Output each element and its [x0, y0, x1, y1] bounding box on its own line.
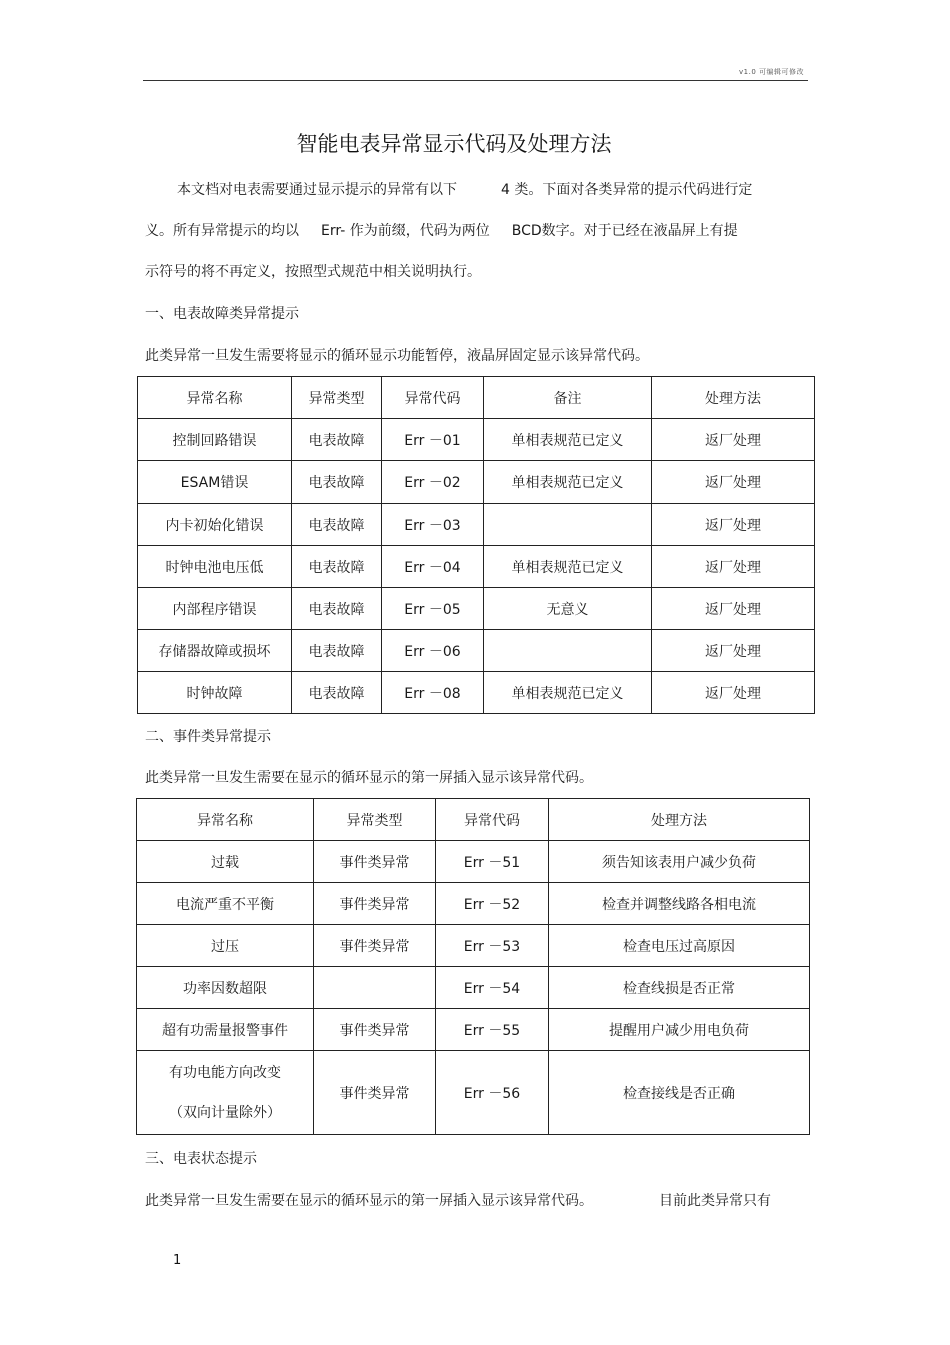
cell-name: 控制回路错误: [138, 419, 292, 461]
cell-method: 提醒用户减少用电负荷: [549, 1009, 810, 1051]
cell-name: 功率因数超限: [137, 967, 314, 1009]
section1-heading: 一、电表故障类异常提示: [145, 306, 299, 322]
header-note: v1.0 可编辑可修改: [739, 68, 804, 76]
table-row: [138, 504, 815, 546]
cell-code: Err －03: [382, 504, 484, 546]
cell-method: 检查接线是否正确: [549, 1051, 810, 1135]
intro-line-1a: 本文档对电表需要通过显示提示的异常有以下: [177, 182, 457, 198]
section2-desc: 此类异常一旦发生需要在显示的循环显示的第一屏插入显示该异常代码。: [145, 770, 593, 786]
table-row: [138, 546, 815, 588]
cell-method: 须告知该表用户减少负荷: [549, 841, 810, 883]
cell-code: Err －54: [436, 967, 549, 1009]
intro-line-1b: 4 类。下面对各类异常的提示代码进行定: [501, 182, 753, 198]
cell-note: 单相表规范已定义: [484, 461, 652, 504]
cell-code: Err －05: [382, 588, 484, 630]
table-header-row: [138, 377, 815, 419]
cell-name: 内部程序错误: [138, 588, 292, 630]
table-row: [138, 419, 815, 461]
cell-code: Err －51: [436, 841, 549, 883]
cell-note: 无意义: [484, 588, 652, 630]
page-number: 1: [173, 1253, 182, 1268]
cell-type: 事件类异常: [314, 883, 436, 925]
intro-line-2b: Err- 作为前缀，代码为两位: [321, 223, 490, 239]
cell-name: 时钟电池电压低: [138, 546, 292, 588]
cell-method: 返厂处理: [652, 672, 815, 714]
table-row: [138, 588, 815, 630]
cell-note: [484, 504, 652, 546]
cell-code: Err －56: [436, 1051, 549, 1135]
cell-name: 超有功需量报警事件: [137, 1009, 314, 1051]
cell-method: 检查线损是否正常: [549, 967, 810, 1009]
cell-method: 检查电压过高原因: [549, 925, 810, 967]
fault-table: [137, 376, 815, 714]
cell-code: Err －52: [436, 883, 549, 925]
cell-name: ESAM错误: [138, 461, 292, 504]
cell-type: 事件类异常: [314, 1051, 436, 1135]
header-cell: 备注: [484, 377, 652, 419]
cell-code: Err －06: [382, 630, 484, 672]
cell-code: Err －01: [382, 419, 484, 461]
table-row: [137, 1009, 810, 1051]
cell-name-line2: （双向计量除外）: [169, 1104, 281, 1121]
table-row: [137, 841, 810, 883]
cell-method: 返厂处理: [652, 504, 815, 546]
cell-code: Err －04: [382, 546, 484, 588]
table-row: [138, 461, 815, 504]
header-cell: 处理方法: [652, 377, 815, 419]
header-rule: [143, 80, 808, 81]
cell-method: 返厂处理: [652, 546, 815, 588]
cell-name-line1: 有功电能方向改变: [169, 1064, 281, 1081]
cell-code: Err －02: [382, 461, 484, 504]
cell-code: Err －08: [382, 672, 484, 714]
header-cell: 异常代码: [436, 799, 549, 841]
cell-method: 返厂处理: [652, 588, 815, 630]
cell-type: 电表故障: [292, 419, 382, 461]
cell-name: 内卡初始化错误: [138, 504, 292, 546]
section3-desc-b: 目前此类异常只有: [659, 1193, 771, 1209]
cell-type: [314, 967, 436, 1009]
intro-line-2c: BCD数字。对于已经在液晶屏上有提: [511, 223, 738, 239]
table-row: [138, 630, 815, 672]
header-cell: 异常类型: [314, 799, 436, 841]
cell-note: [484, 630, 652, 672]
cell-method: 返厂处理: [652, 461, 815, 504]
cell-code: Err －53: [436, 925, 549, 967]
section3-desc-a: 此类异常一旦发生需要在显示的循环显示的第一屏插入显示该异常代码。: [145, 1193, 593, 1209]
cell-name: 过载: [137, 841, 314, 883]
header-cell: 异常名称: [138, 377, 292, 419]
intro-line-1: [177, 179, 752, 199]
intro-line-3: 示符号的将不再定义，按照型式规范中相关说明执行。: [145, 264, 481, 280]
cell-note: 单相表规范已定义: [484, 672, 652, 714]
cell-code: Err －55: [436, 1009, 549, 1051]
table-row: [137, 1051, 810, 1135]
section3-desc: [145, 1190, 771, 1210]
cell-name: 存储器故障或损坏: [138, 630, 292, 672]
cell-type: 电表故障: [292, 546, 382, 588]
section3-heading: 三、电表状态提示: [145, 1151, 257, 1167]
intro-line-2a: 义。所有异常提示的均以: [145, 223, 299, 239]
table-row: [137, 967, 810, 1009]
document-title: 智能电表异常显示代码及处理方法: [296, 132, 612, 156]
header-cell: 异常类型: [292, 377, 382, 419]
cell-method: 返厂处理: [652, 419, 815, 461]
cell-note: 单相表规范已定义: [484, 546, 652, 588]
cell-type: 电表故障: [292, 630, 382, 672]
header-cell: 处理方法: [549, 799, 810, 841]
cell-name: 电流严重不平衡: [137, 883, 314, 925]
cell-note: 单相表规范已定义: [484, 419, 652, 461]
table-row: [138, 672, 815, 714]
table-header-row: [137, 799, 810, 841]
section1-desc: 此类异常一旦发生需要将显示的循环显示功能暂停，液晶屏固定显示该异常代码。: [145, 348, 649, 364]
cell-type: 电表故障: [292, 461, 382, 504]
cell-method: 检查并调整线路各相电流: [549, 883, 810, 925]
cell-type: 事件类异常: [314, 925, 436, 967]
table-row: [137, 883, 810, 925]
table-row: [137, 925, 810, 967]
cell-type: 电表故障: [292, 672, 382, 714]
header-cell: 异常名称: [137, 799, 314, 841]
cell-name: 时钟故障: [138, 672, 292, 714]
cell-type: 事件类异常: [314, 841, 436, 883]
cell-type: 事件类异常: [314, 1009, 436, 1051]
section2-heading: 二、事件类异常提示: [145, 729, 271, 745]
intro-line-2: [145, 220, 738, 240]
cell-name: 过压: [137, 925, 314, 967]
event-table: [136, 798, 810, 1135]
cell-type: 电表故障: [292, 504, 382, 546]
header-cell: 异常代码: [382, 377, 484, 419]
cell-type: 电表故障: [292, 588, 382, 630]
cell-method: 返厂处理: [652, 630, 815, 672]
cell-name: [137, 1051, 314, 1135]
